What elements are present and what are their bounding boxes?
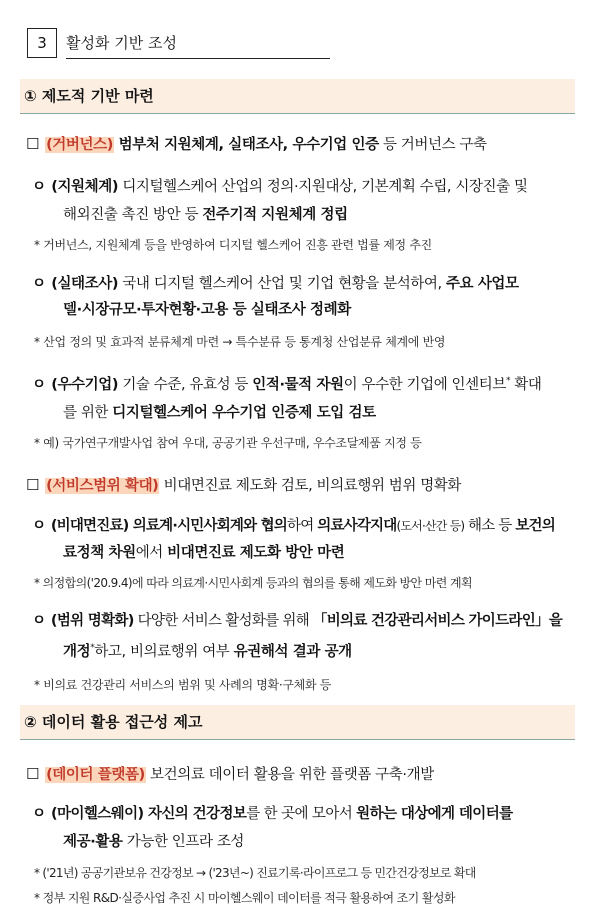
item-excellent-company-line1 bbox=[32, 373, 542, 394]
item-telemedicine-line2 bbox=[63, 541, 344, 562]
item-text: 에서 bbox=[135, 545, 168, 561]
item-bold-text: 인적·물적 자원 bbox=[252, 377, 344, 393]
subsection-heading-2-text: ② 데이터 활용 접근성 제고 bbox=[24, 713, 203, 731]
item-excellent-company-line2 bbox=[63, 401, 376, 422]
ring-bullet: ㅇ bbox=[32, 806, 46, 822]
bullet-text: 등 거버넌스 구축 bbox=[378, 137, 487, 153]
item-bold-text: 의료계·시민사회계와 협의 bbox=[128, 518, 287, 534]
item-text: 가능한 인프라 조성 bbox=[122, 834, 245, 850]
item-tag: (우수기업) bbox=[51, 377, 119, 393]
footnote-mark: * bbox=[90, 643, 95, 654]
note-5: * 비의료 건강관리 서비스의 범위 및 사례의 명확·구체화 등 bbox=[34, 678, 332, 692]
item-bold-text: 디지털헬스케어 우수기업 인증제 도입 검토 bbox=[112, 405, 376, 421]
item-text: 기술 수준, 유효성 등 bbox=[118, 377, 253, 393]
item-tag: (비대면진료) bbox=[50, 518, 129, 534]
item-text: 확대 bbox=[510, 377, 542, 393]
item-bold-text: 원하는 대상에게 데이터를 bbox=[356, 806, 513, 822]
note-1: * 거버넌스, 지원체계 등을 반영하여 디지털 헬스케어 진흥 관련 법률 제정 추진 bbox=[34, 238, 432, 252]
item-text: 이 우수한 기업에 인센티브 bbox=[343, 377, 506, 393]
ring-bullet: ㅇ bbox=[32, 377, 46, 393]
bullet-text: 보건의료 데이터 활용을 위한 플랫폼 구축·개발 bbox=[145, 767, 434, 783]
bullet-bold-text: 범부처 지원체계, 실태조사, 우수기업 인증 bbox=[113, 137, 379, 153]
item-text: 하고, 비의료행위 여부 bbox=[94, 644, 234, 660]
item-text: 를 한 곳에 모아서 bbox=[246, 806, 357, 822]
item-tag: (마이헬스웨이) bbox=[51, 806, 144, 822]
bullet-tag: (데이터 플랫폼) bbox=[46, 767, 145, 783]
note-2: * 산업 정의 및 효과적 분류체계 마련 → 특수분류 등 통계청 산업분류 체계에 반영 bbox=[34, 335, 446, 349]
item-bold-text: 전주기적 지원체계 정립 bbox=[202, 207, 348, 223]
item-bold-text: 보건의 bbox=[515, 518, 555, 534]
checkbox-symbol: ☐ bbox=[26, 765, 40, 783]
bullet-governance bbox=[26, 133, 487, 154]
page-title: 활성화 기반 조성 bbox=[66, 28, 330, 59]
item-text: 다양한 서비스 활성화를 위해 bbox=[133, 613, 313, 629]
item-text: 를 위한 bbox=[63, 405, 113, 421]
item-bold-text: 료정책 차원 bbox=[63, 545, 136, 561]
item-bold-text: 의료사각지대 bbox=[317, 518, 397, 534]
item-text: 하여 bbox=[287, 518, 318, 534]
ring-bullet: ㅇ bbox=[32, 179, 46, 195]
item-bold-text: 비대면진료 제도화 방안 마련 bbox=[167, 545, 345, 561]
item-bold-text: 주요 사업모 bbox=[445, 276, 519, 292]
item-survey-line1 bbox=[32, 272, 519, 293]
section-number: 3 bbox=[37, 34, 47, 52]
note-6: * ('21년) 공공기관보유 건강정보 → ('23년~) 진료기록·라이프로그 등 민간건강정보로 확대 bbox=[34, 866, 476, 880]
item-myhealthway-line2 bbox=[63, 830, 244, 851]
item-bold-text: 제공·활용 bbox=[63, 834, 123, 850]
item-bold-text: 자신의 건강정보 bbox=[143, 806, 247, 822]
ring-bullet: ㅇ bbox=[32, 613, 46, 629]
item-text: 국내 디지털 헬스케어 산업 및 기업 현황을 분석하여, bbox=[118, 276, 446, 292]
bullet-service-scope bbox=[26, 474, 461, 495]
item-telemedicine-line1 bbox=[32, 514, 555, 535]
item-scope-clarification-line1 bbox=[32, 609, 562, 630]
item-bold-text: 개정 bbox=[63, 644, 91, 660]
item-text: 해소 등 bbox=[464, 518, 516, 534]
item-bold-text: 「비의료 건강관리서비스 가이드라인」을 bbox=[312, 613, 563, 629]
note-7: * 정부 지원 R&D·실증사업 추진 시 마이헬스웨이 데이터를 적극 활용하여 조기 활성화 bbox=[34, 891, 455, 905]
item-tag: (실태조사) bbox=[51, 276, 119, 292]
note-4: * 의정합의('20.9.4)에 따라 의료계·시민사회계 등과의 협의를 통해 제도화 방안 마련 계획 bbox=[34, 576, 472, 590]
ring-bullet: ㅇ bbox=[32, 518, 46, 534]
item-tag: (지원체계) bbox=[51, 179, 119, 195]
checkbox-symbol: ☐ bbox=[26, 476, 40, 494]
checkbox-symbol: ☐ bbox=[26, 135, 40, 153]
item-survey-line2: 델·시장규모·투자현황·고용 등 실태조사 정례화 bbox=[63, 302, 351, 318]
bullet-text: 비대면진료 제도화 검토, 비의료행위 범위 명확화 bbox=[159, 478, 462, 494]
item-text: 디지털헬스케어 산업의 정의·지원대상, 기본계획 수립, 시장진출 및 bbox=[118, 179, 528, 195]
item-support-system-line1 bbox=[32, 175, 528, 196]
ring-bullet: ㅇ bbox=[32, 276, 46, 292]
item-myhealthway-line1 bbox=[32, 802, 513, 823]
item-support-system-line2 bbox=[63, 203, 348, 224]
bullet-tag: (거버넌스) bbox=[46, 137, 113, 153]
section-number-box bbox=[27, 28, 57, 58]
bullet-tag: (서비스범위 확대) bbox=[46, 478, 159, 494]
subsection-heading-1 bbox=[20, 79, 575, 114]
subsection-heading-1-text: ① 제도적 기반 마련 bbox=[24, 87, 154, 105]
item-small-text: (도서·산간 등) bbox=[396, 519, 465, 533]
item-text: 해외진출 촉진 방안 등 bbox=[63, 207, 203, 223]
bullet-data-platform bbox=[26, 763, 434, 784]
item-tag: (범위 명확화) bbox=[50, 613, 134, 629]
item-bold-text: 유권해석 결과 공개 bbox=[233, 644, 352, 660]
item-scope-clarification-line2 bbox=[63, 640, 352, 661]
note-3: * 예) 국가연구개발사업 참여 우대, 공공기관 우선구매, 우수조달제품 지정 등 bbox=[34, 436, 422, 450]
subsection-heading-2 bbox=[20, 705, 575, 740]
footnote-mark: * bbox=[505, 376, 511, 387]
